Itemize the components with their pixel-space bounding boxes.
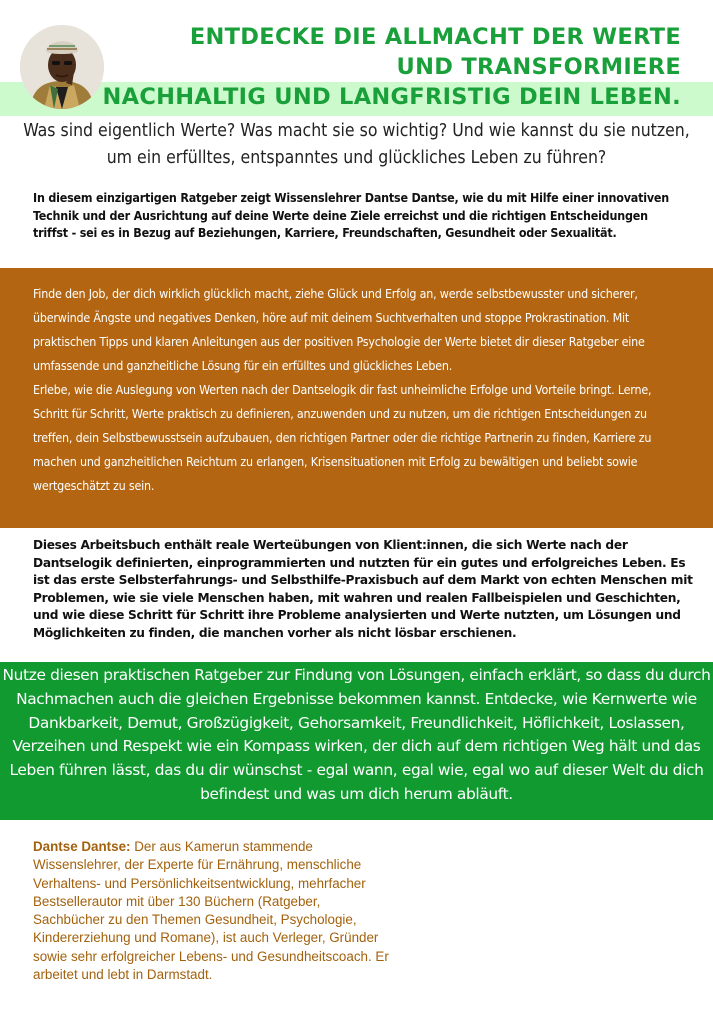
core-values-paragraph: Nutze diesen praktischen Ratgeber zur Findung von Lösungen, einfach erklärt, so dass du durch Nachmachen auch die gleichen Ergebnisse bekommen kannst. Entdecke, wie Kernwerte wie Dankbarkeit, Demut, Großzügigkeit, Gehorsamkeit, Freundlichkeit, Höflichkeit, Loslassen, Verzeihen und Respekt wie ein Kompass wirken, der dich auf dem richtigen Weg hält und das Leben führen lässt, das du dir wünschst - egal wann, egal wie, egal wo auf dieser Welt du dich befindest und was um dich herum abläuft. [2, 666, 711, 803]
workbook-paragraph: Dieses Arbeitsbuch enthält reale Werteübungen von Klient:innen, die sich Werte nach der Dantselogik definierten, einprogrammierten und nutzten für ein gutes und erfolgreiches Leben. Es ist das erste Selbsterfahrungs- und Selbsthilfe-Praxisbuch auf dem Markt von echten Menschen mit Problemen, wie sie viele Menschen haben, mit wahren und realen Fallbeispielen und Geschichten, und wie diese Schritt für Schritt ihre Probleme analysierten und Werte nutzten, um Lösungen und Möglichkeiten zu finden, die manchen vorher als nicht lösbar erschienen. [33, 538, 693, 640]
intro-questions [0, 118, 713, 172]
intro-line-2: um ein erfülltes, entspanntes und glückliches Leben zu führen? [106, 148, 607, 168]
benefits-paragraph-1: Finde den Job, der dich wirklich glücklich macht, ziehe Glück und Erfolg an, werde selbstbewusster und sicherer, überwinde Ängste und negatives Denken, höre auf mit deinem Suchtverhalten und stoppe Prokrastination. Mit praktischen Tipps und klaren Anleitungen aus der positiven Psychologie der Werte bietet dir dieser Ratgeber eine umfassende und ganzheitliche Lösung für ein erfülltes und glückliches Leben. [33, 286, 645, 373]
author-name: Dantse Dantse: [33, 839, 131, 854]
author-photo-icon [20, 25, 104, 109]
benefits-paragraph-2: Erlebe, wie die Auslegung von Werten nach der Dantselogik dir fast unheimliche Erfolge und Vorteile bringt. Lerne, Schritt für Schritt, Werte praktisch zu definieren, anzuwenden und zu nutzen, um die richtigen Entscheidungen zu treffen, dein Selbstbewusstsein aufzubauen, den richtigen Partner oder die richtige Partnerin zu finden, Karriere zu machen und ganzheitlichen Reichtum zu erlangen, Krisensituationen mit Erfolg zu bewältigen und beliebt sowie wertgeschätzt zu sein. [33, 382, 652, 493]
author-portrait [20, 25, 104, 109]
author-description: Der aus Kamerun stammende Wissenslehrer, der Experte für Ernährung, menschliche Verhaltens- und Persönlichkeitsentwicklung, mehrfacher Bestsellerautor mit über 130 Büchern (Ratgeber, Sachbücher zu den Themen Gesundheit, Psychologie, Kindererziehung und Romane), ist auch Verleger, Gründer sowie sehr erfolgreicher Lebens- und Gesundheitscoach. Er arbeitet und lebt in Darmstadt. [33, 839, 389, 983]
core-values-section [0, 662, 713, 820]
intro-line-1: Was sind eigentlich Werte? Was macht sie so wichtig? Und wie kannst du sie nutzen, [23, 121, 690, 141]
intro-paragraph: In diesem einzigartigen Ratgeber zeigt Wissenslehrer Dantse Dantse, wie du mit Hilfe einer innovativen Technik und der Ausrichtung auf deine Werte deine Ziele erreichst und die richtigen Entscheidungen triffst - sei es in Bezug auf Beziehungen, Karriere, Freundschaften, Gesundheit oder Sexualität. [33, 190, 670, 241]
author-bio [33, 838, 393, 984]
benefits-section [0, 268, 713, 528]
headline-line-3: NACHHALTIG UND LANGFRISTIG DEIN LEBEN. [102, 84, 681, 110]
headline-line-2: UND TRANSFORMIERE [396, 54, 681, 80]
headline-line-1: ENTDECKE DIE ALLMACHT DER WERTE [189, 24, 681, 50]
headline [102, 22, 681, 110]
